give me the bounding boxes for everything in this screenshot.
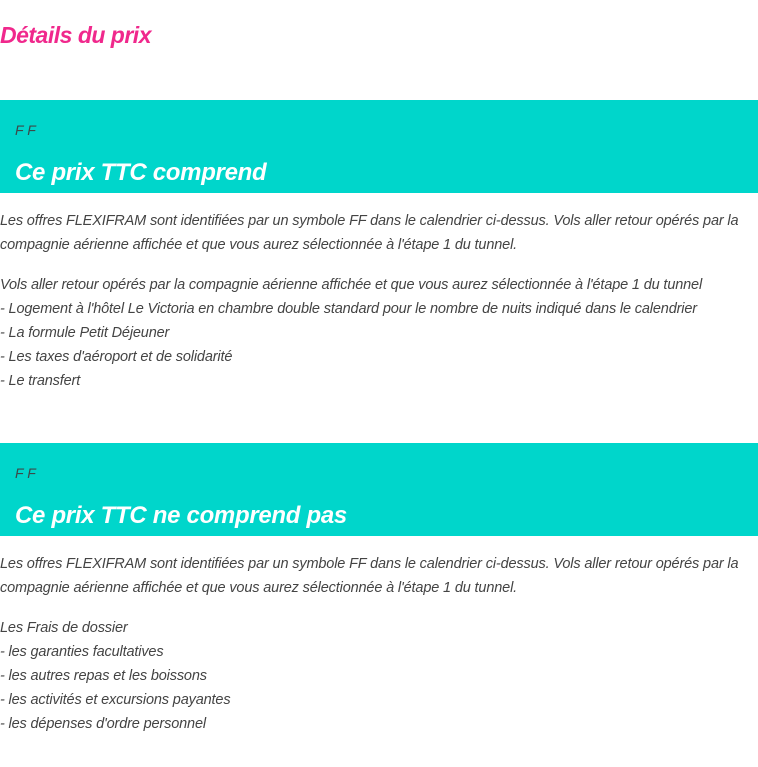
list-item: - les dépenses d'ordre personnel [0, 716, 206, 732]
list-item: - Les taxes d'aéroport et de solidarité [0, 349, 233, 365]
list-item: - les autres repas et les boissons [0, 668, 207, 684]
list-item: - les garanties facultatives [0, 644, 164, 660]
list-item: - Logement à l'hôtel Le Victoria en chambre double standard pour le nombre de nuits indiqué dans le calendrier [0, 301, 697, 317]
flexifram-symbol: F F [15, 122, 36, 138]
section-intro-not-included [0, 552, 750, 600]
list-item: Les Frais de dossier [0, 620, 128, 636]
flexifram-symbol: F F [15, 465, 36, 481]
list-item: - les activités et excursions payantes [0, 692, 231, 708]
intro-line: Les offres FLEXIFRAM sont identifiées par un symbole FF dans le calendrier ci-dessus. Vols aller retour opérés par la [0, 213, 739, 229]
list-item: - Le transfert [0, 373, 81, 389]
section-heading-included: Ce prix TTC comprend [15, 159, 267, 186]
list-item: Vols aller retour opérés par la compagnie aérienne affichée et que vous aurez sélectionnée à l'étape 1 du tunnel [0, 277, 703, 293]
intro-line: compagnie aérienne affichée et que vous aurez sélectionnée à l'étape 1 du tunnel. [0, 237, 518, 253]
intro-line: compagnie aérienne affichée et que vous aurez sélectionnée à l'étape 1 du tunnel. [0, 580, 518, 596]
intro-line: Les offres FLEXIFRAM sont identifiées par un symbole FF dans le calendrier ci-dessus. Vols aller retour opérés par la [0, 556, 739, 572]
section-header-not-included [0, 443, 758, 536]
not-included-list [0, 616, 750, 736]
list-item: - La formule Petit Déjeuner [0, 325, 170, 341]
included-list [0, 273, 750, 393]
section-heading-not-included: Ce prix TTC ne comprend pas [15, 502, 347, 529]
page-title: Détails du prix [0, 22, 151, 48]
section-header-included [0, 100, 758, 193]
section-intro-included [0, 209, 750, 257]
